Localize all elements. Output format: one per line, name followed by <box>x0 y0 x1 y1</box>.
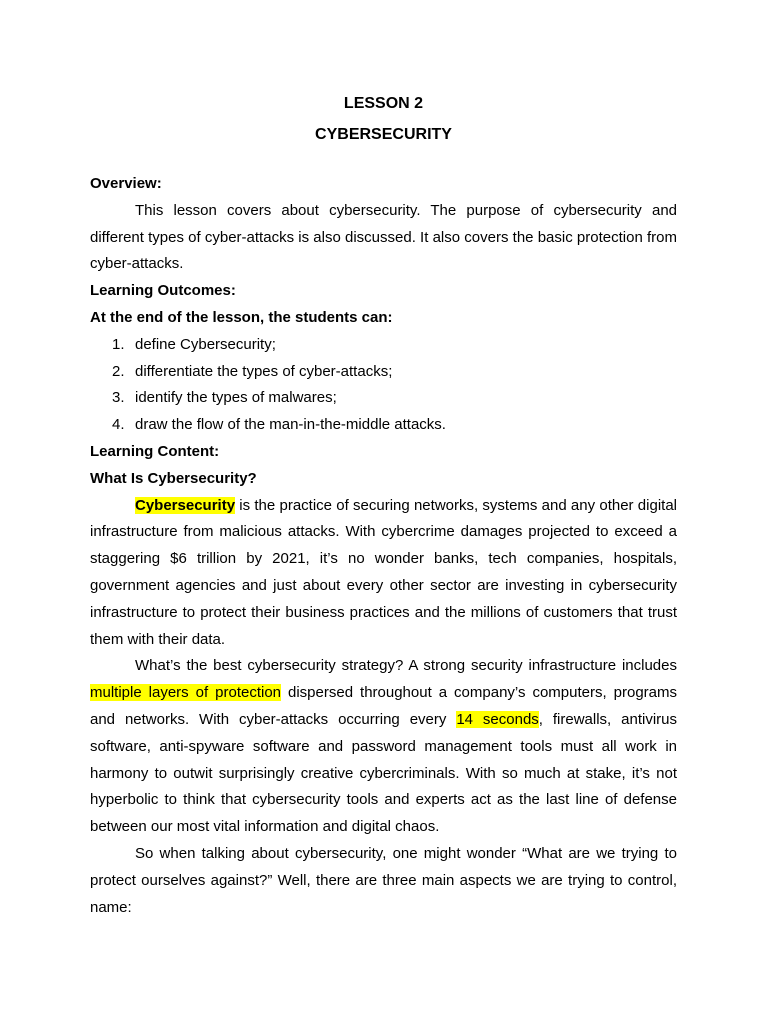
list-item-number: 1. <box>112 335 125 353</box>
list-item-number: 3. <box>112 389 125 407</box>
list-item-number: 2. <box>112 362 125 380</box>
list-item <box>90 359 677 386</box>
paragraph-strategy <box>90 653 677 841</box>
learning-content-heading: Learning Content: <box>90 442 220 460</box>
overview-text: This lesson covers about cybersecurity. The purpose of cybersecurity and different types of cyber-attacks is also discussed. It also covers the basic protection from cyber-attacks. <box>90 201 677 273</box>
learning-outcomes-intro: At the end of the lesson, the students can: <box>90 308 393 326</box>
section-heading: What Is Cybersecurity? <box>90 469 257 487</box>
page-title: CYBERSECURITY <box>315 126 452 143</box>
paragraph-text: , firewalls, antivirus software, anti-spyware software and password management tools must all work in harmony to outwit surprisingly creative cybercriminals. With so much at stake, it’s not hyperbolic to think that cybersecurity tools and experts act as the last line of defense between our most vital information and digital chaos. <box>90 710 678 836</box>
learning-outcomes-heading: Learning Outcomes: <box>90 282 236 300</box>
list-item-text: identify the types of malwares; <box>135 389 337 407</box>
paragraph-definition <box>90 493 677 654</box>
paragraph-text: What’s the best cybersecurity strategy? A strong security infrastructure includes <box>135 657 677 675</box>
learning-outcomes-list <box>90 332 677 439</box>
paragraph-aspects: So when talking about cybersecurity, one might wonder “What are we trying to protect ourselves against?” Well, there are three main aspects we are trying to control, name: <box>90 844 677 916</box>
highlighted-phrase: multiple layers of protection <box>90 684 282 702</box>
document-page <box>90 91 677 921</box>
highlighted-phrase: 14 seconds <box>456 710 539 728</box>
lesson-number: LESSON 2 <box>343 95 424 112</box>
overview-heading: Overview: <box>90 175 162 192</box>
list-item-number: 4. <box>112 416 125 434</box>
list-item <box>90 332 677 359</box>
paragraph-text: is the practice of securing networks, systems and any other digital infrastructure from malicious attacks. With cybercrime damages projected to exceed a staggering $6 trillion by 2021, it’s no wonder banks, tech companies, hospitals, government agencies and just about every other sector are investing in cybersecurity infrastructure to protect their business practices and the millions of customers that trust them with their data. <box>90 496 677 648</box>
list-item-text: differentiate the types of cyber-attacks; <box>135 362 393 380</box>
list-item <box>90 412 677 439</box>
list-item-text: define Cybersecurity; <box>135 335 276 353</box>
list-item <box>90 385 677 412</box>
list-item-text: draw the flow of the man-in-the-middle attacks. <box>135 416 446 434</box>
highlighted-term: Cybersecurity <box>135 496 236 514</box>
paragraph-text: dispersed throughout a company’s computers, programs and networks. With cyber-attacks occurring every <box>90 684 677 728</box>
